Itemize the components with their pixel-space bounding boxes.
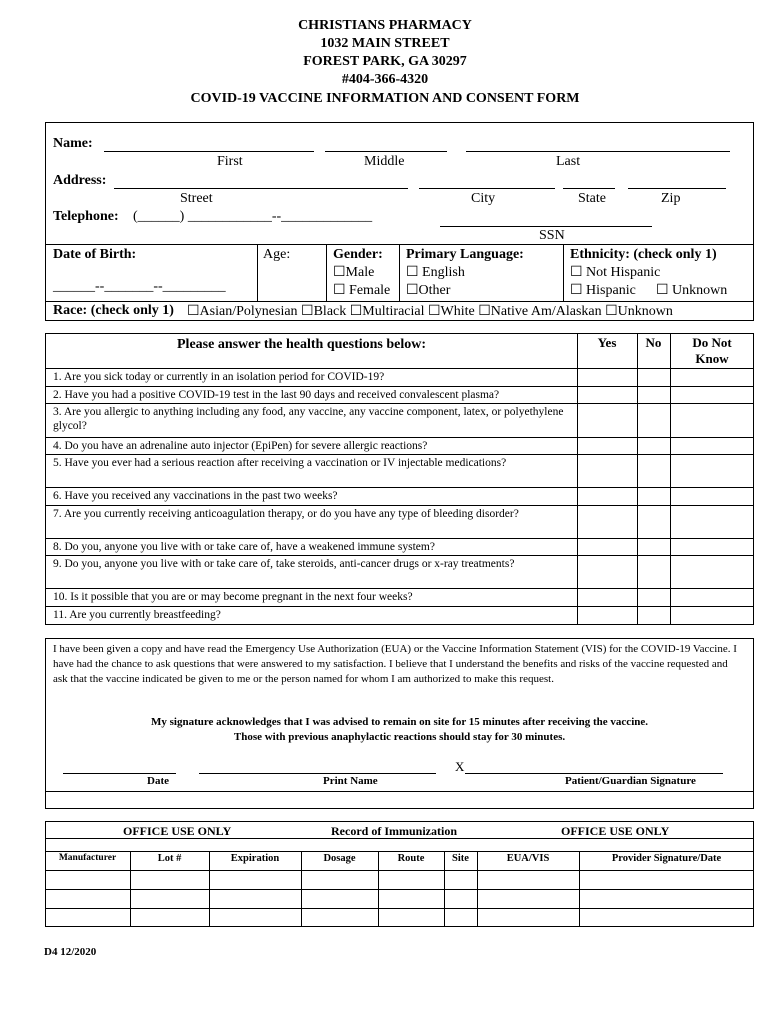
language-label: Primary Language: (406, 247, 524, 262)
age-label: Age: (263, 247, 291, 262)
question-11: 11. Are you currently breastfeeding? (53, 609, 221, 621)
question-8: 8. Do you, anyone you live with or take care of, have a weakened immune system? (53, 541, 435, 553)
language-english-checkbox[interactable]: ☐ English (406, 265, 465, 280)
divider (326, 244, 327, 301)
question-4: 4. Do you have an adrenaline auto injector (EpiPen) for severe allergic reactions? (53, 440, 428, 452)
first-name-line[interactable] (104, 151, 314, 152)
last-name-line[interactable] (466, 151, 730, 152)
signature-line[interactable] (465, 773, 723, 774)
ethnicity-unknown-checkbox[interactable]: ☐ Unknown (656, 283, 728, 298)
divider (637, 333, 638, 625)
divider (45, 870, 754, 871)
divider (45, 368, 754, 369)
divider (45, 454, 754, 455)
zip-label: Zip (661, 191, 681, 206)
pharmacy-city-state-zip: FOREST PARK, GA 30297 (303, 54, 467, 69)
race-options[interactable]: ☐Asian/Polynesian ☐Black ☐Multiracial ☐White ☐Native Am/Alaskan ☐Unknown (187, 304, 673, 319)
pharmacy-phone: #404-366-4320 (341, 72, 429, 87)
question-9: 9. Do you, anyone you live with or take care of, take steroids, anti-cancer drugs or x-ray treatments? (53, 558, 515, 570)
last-label: Last (556, 154, 581, 169)
question-2: 2. Have you had a positive COVID-19 test in the last 90 days and received convalescent plasma? (53, 389, 500, 401)
consent-paragraph: I have been given a copy and have read the Emergency Use Authorization (EUA) or the Vaccine Information Statement (VIS) for the COVID-19 Vaccine. I have had the chance to ask questions that were answered to my satisfaction. I believe that I understand the benefits and risks of the vaccine requested and ask that the vaccine indicated be given to me or the person named for whom I am authorized to make this request. (53, 643, 737, 685)
name-label: Name: (53, 136, 93, 151)
ssn-label: SSN (539, 228, 565, 243)
divider (399, 244, 400, 301)
col-no: No (645, 335, 662, 350)
divider (45, 889, 754, 890)
col-dont-know: Do Not Know (692, 335, 732, 366)
health-heading: Please answer the health questions below: (177, 337, 427, 352)
divider (45, 838, 754, 839)
divider (45, 403, 754, 404)
divider (563, 244, 564, 301)
divider (45, 606, 754, 607)
divider (45, 505, 754, 506)
state-label: State (578, 191, 606, 206)
question-7: 7. Are you currently receiving anticoagulation therapy, or do you have any type of bleeding disorder? (53, 508, 519, 520)
middle-label: Middle (364, 154, 405, 169)
divider (257, 244, 258, 301)
gender-label: Gender: (333, 247, 383, 262)
city-label: City (471, 191, 496, 206)
col-eua-vis: EUA/VIS (506, 853, 550, 864)
col-route: Route (397, 853, 425, 864)
question-6: 6. Have you received any vaccinations in the past two weeks? (53, 490, 338, 502)
divider (45, 487, 754, 488)
divider (45, 791, 754, 792)
col-expiration: Expiration (230, 853, 280, 864)
print-name-label: Print Name (323, 775, 378, 787)
language-other-checkbox[interactable]: ☐Other (406, 283, 451, 298)
address-label: Address: (53, 173, 107, 188)
signature-x-mark: X (455, 759, 465, 774)
question-10: 10. Is it possible that you are or may become pregnant in the next four weeks? (53, 591, 413, 603)
race-label: Race: (check only 1) (53, 303, 174, 318)
divider (45, 588, 754, 589)
pharmacy-street: 1032 MAIN STREET (320, 36, 450, 51)
street-line[interactable] (114, 188, 408, 189)
form-code: D4 12/2020 (44, 946, 97, 958)
question-3: 3. Are you allergic to anything including any food, any vaccine, any vaccine component, latex, or polyethylene glycol? (53, 406, 564, 432)
col-provider-signature: Provider Signature/Date (611, 853, 722, 864)
col-dosage: Dosage (323, 853, 356, 864)
divider (45, 437, 754, 438)
state-line[interactable] (563, 188, 615, 189)
pharmacy-name: CHRISTIANS PHARMACY (298, 18, 472, 33)
date-label: Date (147, 775, 169, 787)
patient-signature-label: Patient/Guardian Signature (565, 775, 696, 787)
gender-male-checkbox[interactable]: ☐Male (333, 265, 375, 280)
consent-notice-line2: Those with previous anaphylactic reactions should stay for 30 minutes. (233, 731, 566, 743)
divider (45, 555, 754, 556)
divider (670, 333, 671, 625)
divider (45, 386, 754, 387)
divider (45, 851, 754, 852)
middle-name-line[interactable] (325, 151, 447, 152)
divider (577, 333, 578, 625)
form-title: COVID-19 VACCINE INFORMATION AND CONSENT FORM (190, 91, 580, 106)
dob-field[interactable]: ______--_______--_________ (53, 279, 226, 294)
col-site: Site (452, 853, 469, 864)
ethnicity-hispanic-checkbox[interactable]: ☐ Hispanic (570, 283, 636, 298)
divider (45, 538, 754, 539)
question-5: 5. Have you ever had a serious reaction after receiving a vaccination or IV injectable medications? (53, 457, 507, 469)
divider (45, 908, 754, 909)
record-of-immunization-title: Record of Immunization (331, 824, 457, 838)
zip-line[interactable] (628, 188, 726, 189)
office-use-title-right: OFFICE USE ONLY (561, 824, 670, 838)
ethnicity-not-hispanic-checkbox[interactable]: ☐ Not Hispanic (570, 265, 661, 280)
telephone-label: Telephone: (53, 209, 119, 224)
date-line[interactable] (63, 773, 176, 774)
question-1: 1. Are you sick today or currently in an isolation period for COVID-19? (53, 371, 385, 383)
office-use-title-left: OFFICE USE ONLY (123, 824, 232, 838)
consent-notice-line1: My signature acknowledges that I was advised to remain on site for 15 minutes after receiving the vaccine. (151, 716, 648, 728)
dob-label: Date of Birth: (53, 247, 137, 262)
divider (45, 301, 754, 302)
col-manufacturer: Manufacturer (58, 853, 117, 863)
gender-female-checkbox[interactable]: ☐ Female (333, 283, 391, 298)
ssn-line[interactable] (440, 226, 652, 227)
col-lot: Lot # (157, 853, 182, 864)
col-yes: Yes (597, 335, 617, 350)
street-label: Street (180, 191, 213, 206)
city-line[interactable] (419, 188, 555, 189)
telephone-field[interactable]: (______) ____________--_____________ (133, 209, 373, 224)
ethnicity-label: Ethnicity: (check only 1) (570, 247, 717, 262)
print-name-line[interactable] (199, 773, 436, 774)
first-label: First (217, 154, 243, 169)
